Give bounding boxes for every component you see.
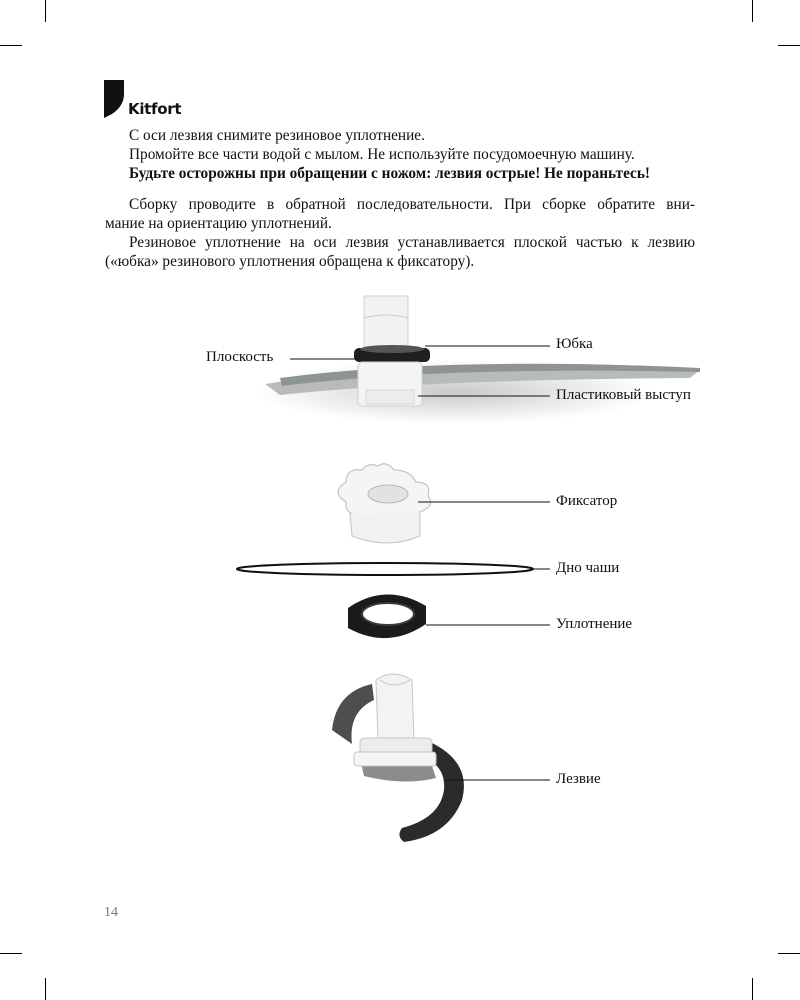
paragraph-warning: Будьте осторожны при обращении с ножом: лезвия острые! Не пораньтесь! (129, 165, 651, 182)
seal-ring (348, 594, 426, 638)
label-blade: Лезвие (556, 771, 601, 787)
fixer-part (338, 464, 431, 543)
paragraph-wash: Промойте все части водой с мылом. Не используйте посудомоечную машину. (129, 146, 635, 163)
assembled-blade-top (255, 296, 700, 424)
paragraph-remove-seal: С оси лезвия снимите резиновое уплотнение. (129, 127, 425, 144)
paragraph-seal-line2: («юбка» резинового уплотнения обращена к фиксатору). (105, 253, 475, 270)
label-seal: Уплотнение (556, 616, 633, 632)
paragraph-assembly-line2: мание на ориентацию уплотнений. (105, 215, 332, 232)
label-plastic: Пластиковый выступ (556, 387, 691, 403)
paragraph-assembly-line1: Сборку проводите в обратной последовательности. При сборке обратите вни- (129, 196, 695, 213)
brand-name: Kitfort (128, 100, 182, 118)
blade-part (332, 674, 464, 842)
label-bottom: Дно чаши (556, 560, 620, 576)
bowl-bottom-ring (237, 563, 533, 575)
page-number: 14 (104, 905, 118, 920)
paragraph-seal-line1: Резиновое уплотнение на оси лезвия устанавливается плоской частью к лезвию (129, 234, 695, 251)
label-skirt: Юбка (556, 336, 593, 352)
label-fixer: Фиксатор (556, 493, 618, 509)
label-flat: Плоскость (206, 349, 274, 365)
